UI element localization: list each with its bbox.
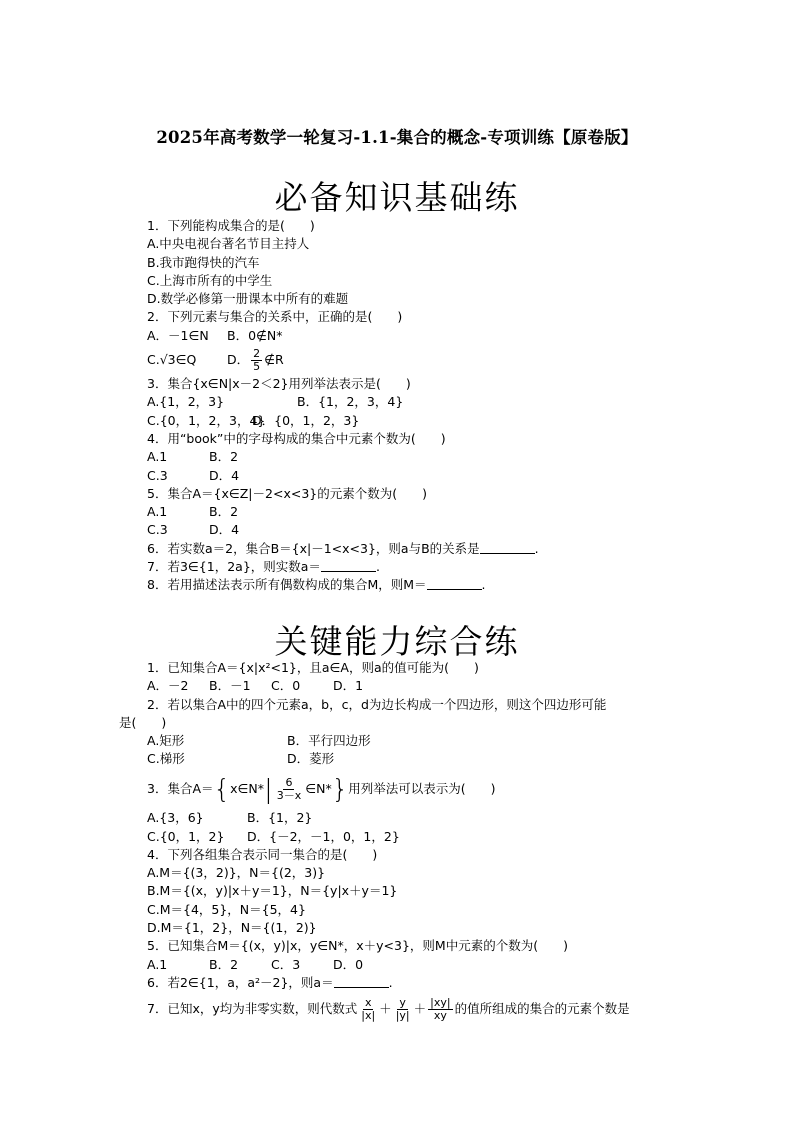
question-stem: 2．下列元素与集合的关系中，正确的是( ) (147, 309, 403, 325)
option-c: C.3 (147, 522, 168, 538)
options-row (147, 828, 684, 846)
question-stem: 3．集合{x∈N|x－2＜2}用列举法表示是( ) (147, 376, 411, 392)
option-c: C．0 (271, 678, 301, 694)
fraction-numerator: 6 (285, 775, 293, 789)
left-brace-icon: { (213, 774, 231, 805)
option-c: C.3 (147, 467, 168, 483)
option-d: D．{－2，－1，0，1，2} (247, 828, 400, 844)
section-advanced (119, 659, 684, 1026)
options-row (147, 521, 684, 539)
option-a: A.{3，6} (147, 810, 204, 826)
question-fill-blank (147, 540, 684, 558)
options-row (147, 732, 684, 750)
fraction-numerator: y (399, 996, 406, 1010)
fraction-denominator: xy (433, 1009, 447, 1023)
options-row (147, 327, 684, 345)
option-d: D．4 (209, 522, 240, 538)
option-a: A.1 (147, 449, 168, 465)
option-b: B．{1，2，3，4} (297, 394, 404, 410)
options-row (147, 345, 684, 375)
fraction-numerator: 2 (253, 347, 261, 361)
question-stem: 8．若用描述法表示所有偶数构成的集合M，则M＝ (147, 577, 427, 593)
option-d: D．菱形 (287, 751, 335, 767)
option-c: C.上海市所有的中学生 (147, 272, 273, 288)
option-a: A.中央电视台著名节目主持人 (147, 236, 310, 252)
question-fill-blank (147, 576, 684, 594)
question-stem: 4．下列各组集合表示同一集合的是( ) (147, 846, 378, 862)
fraction-denominator: |y| (395, 1009, 410, 1023)
option-c: C．3 (271, 956, 301, 972)
option-c: C.梯形 (147, 751, 185, 767)
options-row (147, 750, 684, 768)
options-row (147, 503, 684, 521)
options-row (147, 448, 684, 466)
options-row (147, 956, 684, 974)
option-d: D.M＝{1，2}，N＝{(1，2)} (147, 920, 317, 936)
section-heading-basic: 必备知识基础练 (274, 178, 520, 217)
option-d: D．4 (209, 467, 240, 483)
option-a: A.1 (147, 504, 168, 520)
question-expression (147, 992, 684, 1026)
option-d-suffix: ∉R (264, 352, 284, 368)
question-fill-blank (147, 558, 684, 576)
question-end: . (534, 540, 539, 556)
answer-blank (334, 975, 389, 988)
option-d: D．1 (333, 678, 364, 694)
option-c: C.√3∈Q (147, 352, 197, 368)
option-a: A.{1，2，3} (147, 394, 225, 410)
option-c: C.{0，1，2} (147, 828, 225, 844)
option-b: B．2 (209, 504, 239, 520)
question-prefix: 7．已知x，y均为非零实数，则代数式 (147, 1001, 358, 1017)
option-a: A.M＝{(3，2)}，N＝{(2，3)} (147, 865, 326, 881)
option-b: B．2 (209, 956, 239, 972)
options-row (147, 412, 684, 430)
answer-blank (427, 577, 482, 590)
question-end: . (481, 577, 486, 593)
options-row (147, 677, 684, 695)
set-variable: x∈N* (230, 780, 264, 796)
question-stem: 6．若2∈{1，a，a²－2}，则a＝ (147, 974, 334, 990)
fraction-denominator: 3－x (276, 788, 302, 802)
question-end: . (388, 974, 393, 990)
options-row (147, 809, 684, 827)
question-suffix: 的值所组成的集合的元素个数是 (454, 1001, 630, 1017)
question-stem: 6．若实数a＝2，集合B＝{x|－1<x<3}，则a与B的关系是 (147, 540, 480, 556)
fraction-denominator: 5 (253, 360, 261, 374)
option-d: D.数学必修第一册课本中所有的难题 (147, 291, 349, 307)
option-a: A．－1∈N (147, 327, 209, 343)
section-heading-advanced: 关键能力综合练 (274, 622, 520, 661)
question-stem: 4．用“book”中的字母构成的集合中元素个数为( ) (147, 430, 446, 446)
question-stem: 7．若3∈{1，2a}，则实数a＝ (147, 559, 321, 575)
question-prefix: 3．集合A＝ (147, 780, 214, 796)
document-title: 2025年高考数学一轮复习-1.1-集合的概念-专项训练【原卷版】 (156, 128, 638, 147)
option-b: B.M＝{(x，y)|x＋y＝1}，N＝{y|x＋y＝1} (147, 883, 398, 899)
question-end: . (375, 559, 380, 575)
option-b: B．平行四边形 (287, 733, 371, 749)
option-d (227, 345, 284, 375)
fraction (275, 777, 304, 802)
question-suffix: 用列举法可以表示为( ) (348, 780, 496, 796)
divider-bar-icon: | (263, 774, 273, 805)
question-fill-blank (147, 974, 684, 992)
option-b: B．－1 (209, 678, 251, 694)
fraction-numerator: |xy| (430, 996, 451, 1010)
plus-sign: ＋ (413, 1001, 427, 1017)
option-b: B.我市跑得快的汽车 (147, 254, 260, 270)
fraction (251, 348, 262, 373)
question-stem-continued: 是( ) (119, 714, 167, 730)
options-row (147, 393, 684, 411)
set-condition: ∈N* (305, 780, 332, 796)
option-d: D．0 (333, 956, 364, 972)
right-brace-icon: } (331, 774, 349, 805)
question-stem: 1．下列能构成集合的是( ) (147, 218, 315, 233)
fraction (428, 997, 452, 1022)
answer-blank (480, 541, 535, 554)
fraction (394, 997, 412, 1022)
answer-blank (321, 559, 376, 572)
option-b: B．2 (209, 449, 239, 465)
fraction (359, 997, 377, 1022)
option-b: B．0∉N* (227, 327, 283, 343)
option-c: C.{0，1，2，3，4} (147, 412, 266, 428)
plus-sign: ＋ (379, 1001, 392, 1017)
option-c: C.M＝{4，5}，N＝{5，4} (147, 901, 306, 917)
option-a: A.1 (147, 956, 168, 972)
options-row (147, 467, 684, 485)
question-stem: 5．集合A＝{x∈Z|－2<x<3}的元素个数为( ) (147, 485, 427, 501)
fraction-denominator: |x| (361, 1009, 376, 1023)
question-set-builder (147, 769, 684, 810)
fraction-numerator: x (364, 996, 372, 1010)
option-d: D．{0，1，2，3} (252, 412, 360, 428)
option-b: B．{1，2} (247, 810, 313, 826)
question-stem: 1．已知集合A＝{x|x²<1}，且a∈A，则a的值可能为( ) (147, 660, 479, 675)
option-a: A．－2 (147, 678, 189, 694)
option-d-prefix: D． (227, 352, 250, 368)
question-stem: 5．已知集合M＝{(x，y)|x，y∈N*，x＋y<3}，则M中元素的个数为( ) (147, 938, 568, 954)
section-basic (147, 217, 684, 595)
question-stem: 2．若以集合A中的四个元素a，b，c，d为边长构成一个四边形，则这个四边形可能 (147, 696, 607, 712)
option-a: A.矩形 (147, 733, 185, 749)
